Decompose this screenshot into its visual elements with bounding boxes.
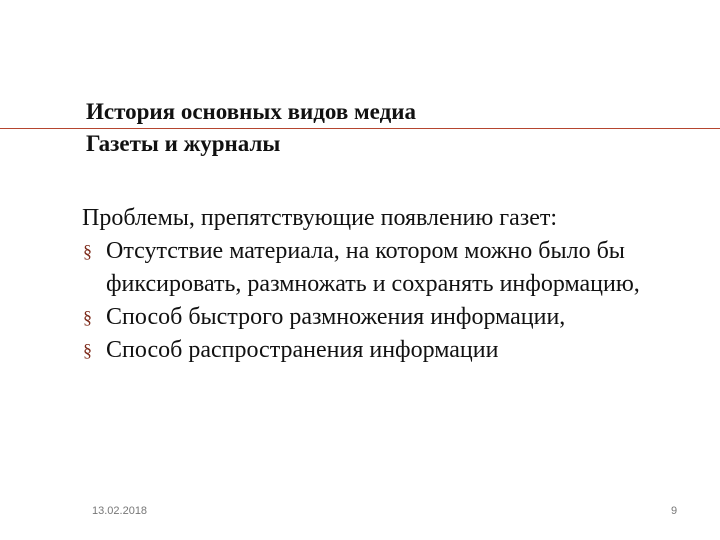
bullet-item-material bbox=[82, 235, 702, 301]
page-number: 9 bbox=[671, 505, 678, 517]
title-divider bbox=[0, 128, 720, 129]
section-sign-icon: § bbox=[83, 241, 92, 261]
footer-date: 13.02.2018 bbox=[92, 505, 148, 517]
section-sign-icon: § bbox=[83, 307, 92, 327]
section-sign-icon: § bbox=[83, 340, 92, 360]
bullet-item-distribution bbox=[82, 334, 702, 367]
slide-body bbox=[82, 202, 702, 367]
bullet-list bbox=[82, 235, 702, 367]
bullet-text: Способ быстрого размножения информации, bbox=[106, 304, 566, 330]
bullet-text: Способ распространения информации bbox=[106, 337, 499, 363]
bullet-item-reproduction bbox=[82, 301, 702, 334]
bullet-text: Отсутствие материала, на котором можно было бы фиксировать, размножать и сохранять информацию, bbox=[106, 238, 640, 297]
intro-text: Проблемы, препятствующие появлению газет: bbox=[82, 205, 558, 231]
title-line-sub: Газеты и журналы bbox=[86, 131, 281, 156]
title-line-main: История основных видов медиа bbox=[86, 99, 416, 124]
